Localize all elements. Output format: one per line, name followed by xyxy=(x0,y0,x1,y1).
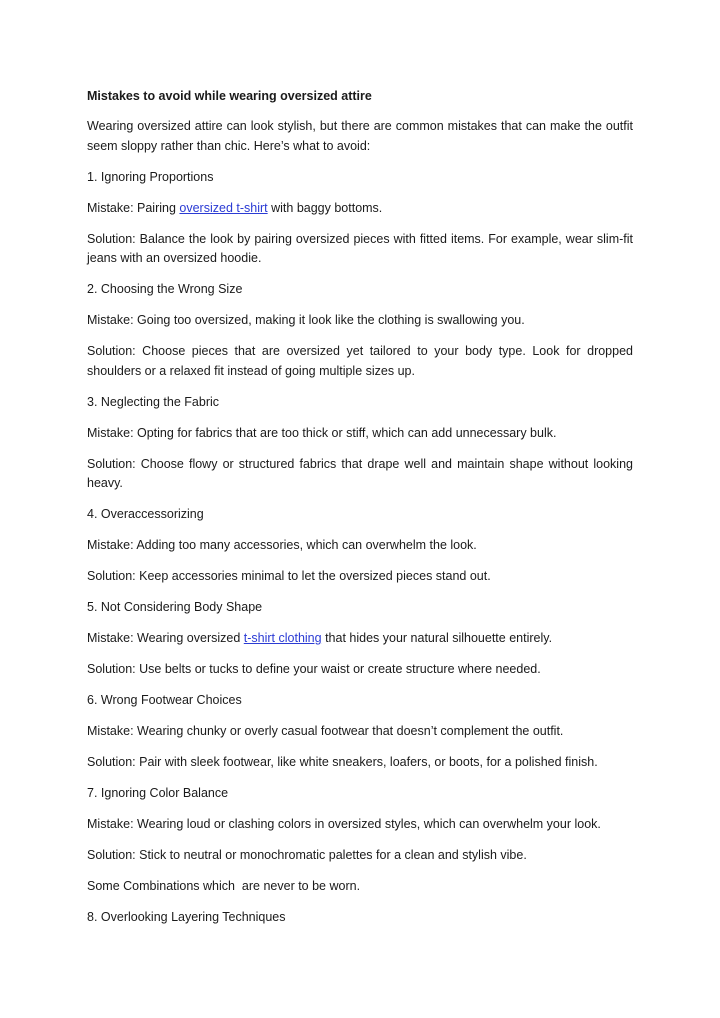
mistake-text: Mistake: Pairing xyxy=(87,200,180,215)
mistake-paragraph: Mistake: Wearing chunky or overly casual footwear that doesn’t complement the outfit. xyxy=(87,724,564,738)
solution-paragraph: Solution: Pair with sleek footwear, like white sneakers, loafers, or boots, for a polished finish. xyxy=(87,755,598,769)
mistake-paragraph: Mistake: Opting for fabrics that are too thick or stiff, which can add unnecessary bulk. xyxy=(87,425,557,440)
mistake-paragraph xyxy=(87,199,633,219)
intro-paragraph: Wearing oversized attire can look stylish, but there are common mistakes that can make the outfit seem sloppy rather than chic. Here’s what to avoid: xyxy=(87,119,633,153)
oversized-t-shirt-link[interactable]: oversized t-shirt xyxy=(179,200,268,215)
mistake-paragraph: Mistake: Wearing loud or clashing colors in oversized styles, which can overwhelm your look. xyxy=(87,817,601,831)
section-heading: 4. Overaccessorizing xyxy=(87,507,204,521)
mistake-text: that hides your natural silhouette entirely. xyxy=(321,631,553,645)
solution-paragraph: Solution: Choose flowy or structured fabrics that drape well and maintain shape without looking heavy. xyxy=(87,456,633,490)
section-heading: 8. Overlooking Layering Techniques xyxy=(87,910,286,924)
solution-paragraph: Solution: Balance the look by pairing oversized pieces with fitted items. For example, wear slim-fit jeans with an oversized hoodie. xyxy=(87,231,633,265)
mistake-paragraph: Mistake: Adding too many accessories, which can overwhelm the look. xyxy=(87,538,477,552)
solution-paragraph: Solution: Use belts or tucks to define your waist or create structure where needed. xyxy=(87,662,541,676)
t-shirt-clothing-link[interactable]: t-shirt clothing xyxy=(243,631,322,645)
section-heading: 6. Wrong Footwear Choices xyxy=(87,693,242,707)
document-page xyxy=(87,86,633,939)
section-heading: 7. Ignoring Color Balance xyxy=(87,786,229,800)
document-title: Mistakes to avoid while wearing oversized attire xyxy=(87,89,372,103)
solution-paragraph: Solution: Choose pieces that are oversized yet tailored to your body type. Look for dropped shoulders or a relaxed fit instead of going multiple sizes up. xyxy=(87,344,633,378)
solution-paragraph: Solution: Stick to neutral or monochromatic palettes for a clean and stylish vibe. xyxy=(87,848,527,862)
section-heading: 5. Not Considering Body Shape xyxy=(87,600,263,614)
section-heading: 3. Neglecting the Fabric xyxy=(87,394,220,409)
section-heading: 1. Ignoring Proportions xyxy=(87,169,214,184)
mistake-paragraph: Mistake: Going too oversized, making it look like the clothing is swallowing you. xyxy=(87,313,525,327)
mistake-text: with baggy bottoms. xyxy=(267,200,383,215)
section-heading: 2. Choosing the Wrong Size xyxy=(87,282,243,296)
solution-paragraph: Solution: Keep accessories minimal to let the oversized pieces stand out. xyxy=(87,569,491,583)
mistake-text: Mistake: Wearing oversized xyxy=(87,631,244,645)
mistake-paragraph xyxy=(87,629,633,649)
combinations-note: Some Combinations which are never to be worn. xyxy=(87,879,361,893)
